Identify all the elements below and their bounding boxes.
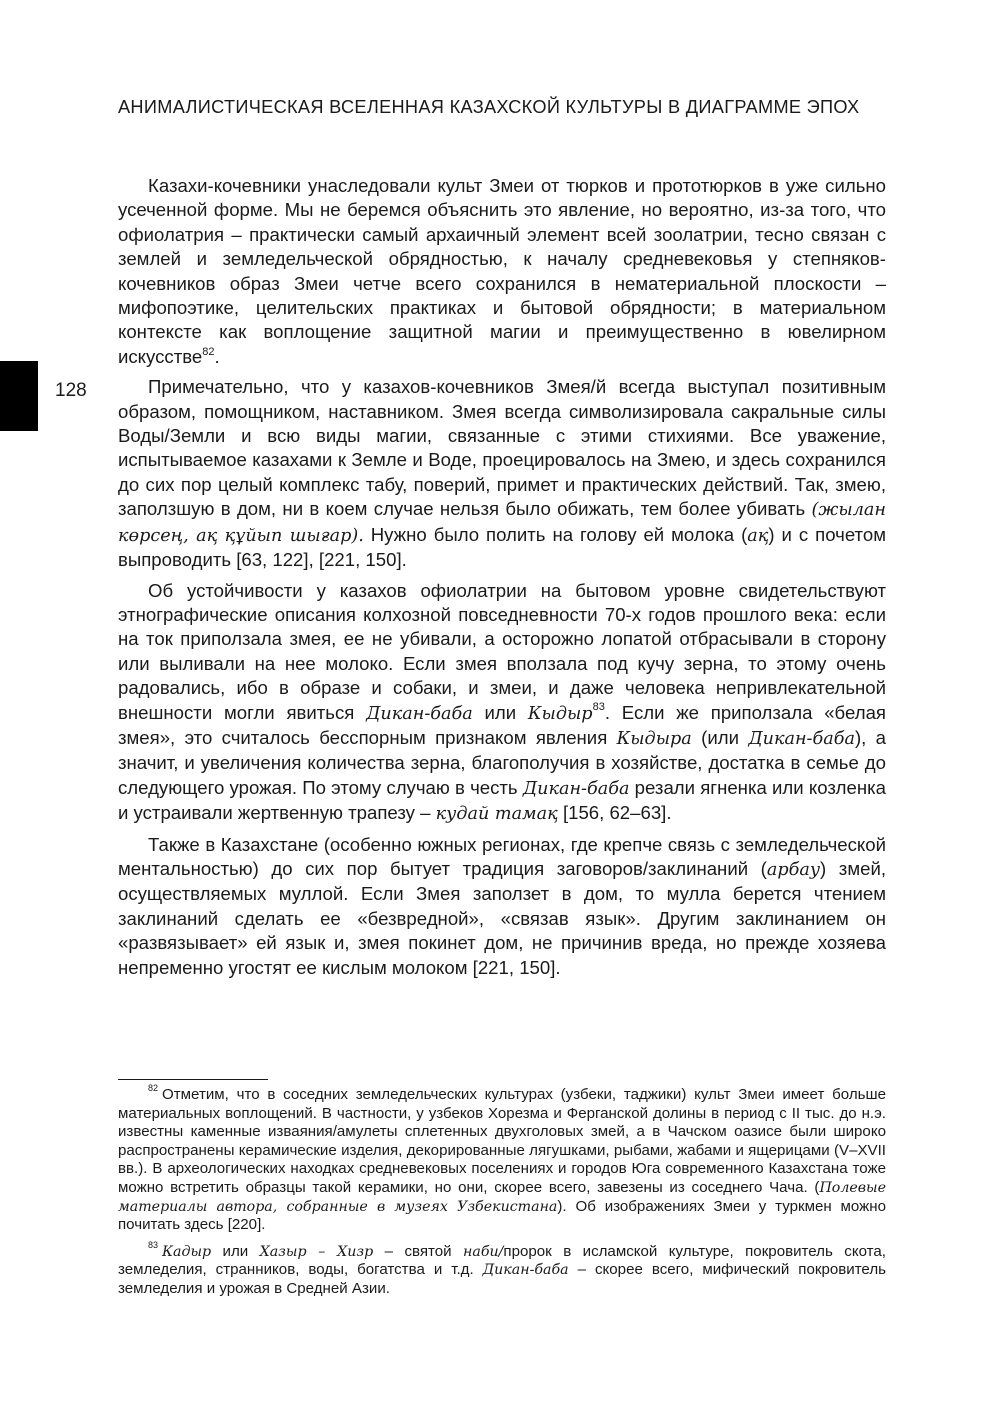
running-title: АНИМАЛИСТИЧЕСКАЯ ВСЕЛЕННАЯ КАЗАХСКОЙ КУЛЬТУРЫ В ДИАГРАММЕ ЭПОХ xyxy=(118,97,860,117)
italic-phrase: Полевые материалы автора, собранные в музеях Узбекистана xyxy=(118,1179,886,1215)
paragraph-text: [156, 62–63]. xyxy=(557,802,672,824)
paragraph-text: ) змей, осуществляемых муллой. Если Змея заползет в дом, то мулла берется чтением заклинаний сделать ее «безвредной», «связав язык». Другим заклинанием он «развязывает» ей язык и, змея покинет дом, не причинив вреда, но прежде хозяева непременно угостят ее кислым молоком [221, 150]. xyxy=(118,857,886,978)
paragraph-text: Казахи-кочевники унаследовали культ Змеи от тюрков и прототюрков в уже сильно усеченной форме. Мы не беремся объяснить это явление, но вероятно, из-за того, что офиолатрия – практически самый архаичный элемент всей зоолатрии, тесно связан с землей и земледельческой обрядностью, к началу средневековья у степняков-кочевников образ Змеи четче всего сохранился в нематериальной плоскости – мифопоэтике, целительских практиках и бытовой обрядности; в материальном контексте как воплощение защитной магии и преимущественно в ювелирном искусстве xyxy=(118,175,886,367)
footnotes xyxy=(118,1082,886,1307)
footnote-text: пророк в исламской культуре, покровитель скота, земледелия, странников, воды, богатства и т.д. xyxy=(118,1242,886,1279)
footnote-text: – скорее всего, мифический покровитель земледелия и урожая в Средней Азии. xyxy=(118,1261,886,1297)
paragraph-text: или xyxy=(472,701,528,723)
italic-term: Дикан-баба xyxy=(366,703,473,724)
paragraph-1 xyxy=(118,174,886,369)
italic-term: Хазыр – Хизр xyxy=(259,1243,374,1260)
page-number: 128 xyxy=(55,380,87,401)
italic-term: Кадыр xyxy=(162,1243,212,1260)
footnote-text: Отметим, что в соседних земледельческих культурах (узбеки, таджики) культ Змеи имеет больше материальных воплощений. В частности, у узбеков Хорезма и Ферганской долины в период с II тыс. до н.э. известны каменные изваяния/амулеты сплетенных двухголовых змей, а в Чачском оазисе были широко распространены керамические изделия, декорированные лягушками, рыбами, жабами и ящерицами (V–XVII вв.). В археологических находках средневековых поселениях и городов Юга современного Казахстана тоже можно встретить образцы такой керамики, но они, скорее всего, завезены из соседнего Чача. ( xyxy=(118,1086,886,1196)
italic-phrase: (жылан көрсең, ақ құйып шығар). xyxy=(118,500,886,546)
footnote-text: ). Об изображениях Змеи у туркмен можно почитать здесь [220]. xyxy=(118,1197,886,1234)
paragraph-text: Нужно было полить на голову ей молока ( xyxy=(363,523,748,545)
italic-term: Дикан-баба xyxy=(522,778,630,799)
paragraph-text: ), а значит, и увеличения количества зерна, благополучия в хозяйстве, достатка в семье до следующего урожая. По этому случаю в честь xyxy=(118,726,886,798)
italic-term: наби/ xyxy=(463,1243,504,1260)
main-text xyxy=(118,174,886,986)
italic-term: кудай тамақ xyxy=(435,804,558,825)
italic-term: Кыдыр xyxy=(527,703,593,724)
footnote-83 xyxy=(118,1239,886,1299)
footnote-number: 82 xyxy=(148,1082,159,1093)
italic-term: Дикан-баба xyxy=(482,1262,569,1279)
italic-term: Кыдыра xyxy=(616,728,692,749)
footnote-82 xyxy=(118,1082,886,1235)
paragraph-text: . Если же приползала «белая змея», это считалось бесспорным признаком явления xyxy=(118,701,886,748)
footnote-separator xyxy=(118,1079,268,1080)
page-edge-tab xyxy=(0,361,38,431)
italic-term: арбау xyxy=(766,859,821,880)
paragraph-text: резали ягненка или козленка и устраивали жертвенную трапезу – xyxy=(118,776,886,824)
italic-term: ақ xyxy=(747,525,769,546)
footnote-text: или xyxy=(211,1242,260,1260)
paragraph-text: ) и с почетом выпроводить [63, 122], [221, 150]. xyxy=(118,523,886,571)
paragraph-2 xyxy=(118,375,886,572)
paragraph-text: Примечательно, что у казахов-кочевников Змея/й всегда выступал позитивным образом, помощником, наставником. Змея всегда символизировала сакральные силы Воды/Земли и всю виды магии, связанные с этими стихиями. Все уважение, испытываемое казахами к Земле и Воде, проецировалось на Змею, и здесь сохранился до сих пор целый комплекс табу, поверий, примет и практических действий. Так, змею, заползшую в дом, ни в коем случае нельзя было обижать, тем более убивать xyxy=(118,376,886,520)
paragraph-4 xyxy=(118,833,886,980)
footnote-number: 83 xyxy=(148,1239,159,1250)
paragraph-3 xyxy=(118,579,886,827)
italic-term: Дикан-баба xyxy=(748,728,855,749)
paragraph-text: Об устойчивости у казахов офиолатрии на бытовом уровне свидетельствуют этнографические описания колхозной повседневности 70-х годов прошлого века: если на ток приползала змея, ее не убивали, а осторожно лопатой отбрасывали в сторону или выливали на нее молоко. Если змея вползала под кучу зерна, то этому очень радовались, ибо в образе и собаки, и змеи, и даже человека непривлекательной внешности могли явиться xyxy=(118,579,886,723)
paragraph-text: Также в Казахстане (особенно южных регионах, где крепче связь с земледельческой ментальностью) до сих пор бытует традиция заговоров/заклинаний ( xyxy=(118,833,886,879)
paragraph-text: (или xyxy=(691,726,749,748)
footnote-ref-82[interactable]: 82 xyxy=(202,345,215,358)
paragraph-text: . xyxy=(214,345,220,367)
footnote-text: – святой xyxy=(373,1242,464,1260)
footnote-ref-83[interactable]: 83 xyxy=(592,701,605,714)
